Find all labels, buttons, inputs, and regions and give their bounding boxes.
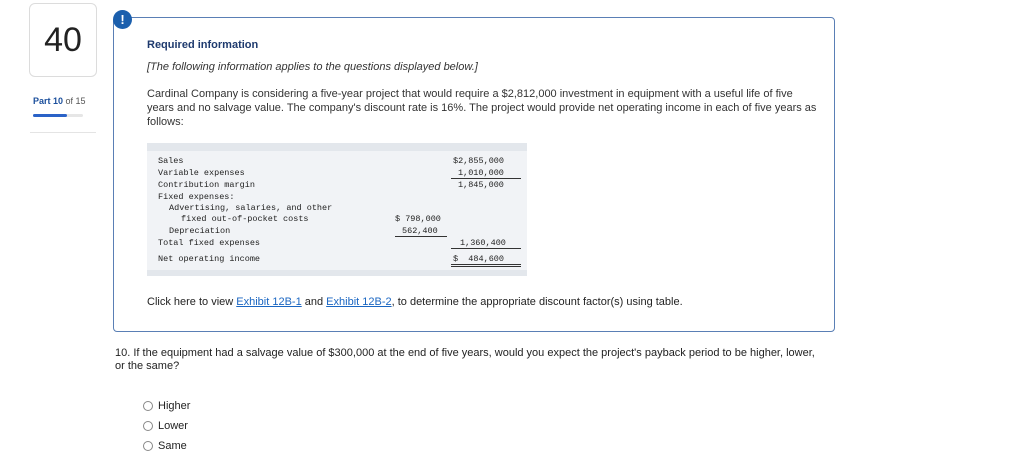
row-label-fixed-oop: fixed out-of-pocket costs (181, 214, 309, 224)
option-higher[interactable] (143, 400, 190, 412)
row-value-fixed-oop: $ 798,000 (395, 214, 441, 224)
question-number-box (29, 3, 97, 77)
double-underline-bottom (451, 266, 521, 267)
part-progress-bar (33, 114, 83, 117)
statement-top-bar (147, 143, 527, 151)
income-statement-table (147, 143, 527, 276)
problem-description: Cardinal Company is considering a five-year project that would require a $2,812,000 investment in equipment with a useful life of five years and no salvage value. The company's discount rate is 16%. The project would provide net operating income in each of five years as follows: (147, 88, 817, 128)
exclamation-icon: ! (113, 10, 132, 29)
statement-bottom-bar (147, 270, 527, 276)
option-lower[interactable] (143, 420, 188, 432)
exhibit-prefix: Click here to view (147, 296, 237, 308)
required-info-title: Required information (147, 39, 259, 51)
radio-button-same[interactable] (143, 441, 153, 451)
row-value-sales: $2,855,000 (453, 156, 505, 166)
underline-depreciation (395, 236, 447, 237)
option-same[interactable] (143, 440, 187, 452)
part-of: of 15 (63, 96, 86, 106)
row-value-total-fixed: 1,360,400 (460, 238, 506, 248)
exhibit-12b-2-link[interactable]: Exhibit 12B-2 (326, 296, 392, 308)
question-text: 10. If the equipment had a salvage value of $300,000 at the end of five years, would you expect the project's payback period to be higher, lower, or the same? (115, 347, 815, 372)
applies-note: [The following information applies to the questions displayed below.] (147, 61, 478, 73)
double-underline-top (451, 264, 521, 265)
row-label-net-operating-income: Net operating income (158, 254, 261, 264)
row-value-net-operating-income: $ 484,600 (453, 254, 505, 264)
part-label: Part 10 (33, 96, 64, 106)
row-value-variable-expenses: 1,010,000 (458, 168, 504, 178)
option-label-lower: Lower (158, 420, 188, 432)
radio-button-lower[interactable] (143, 421, 153, 431)
row-label-fixed-expenses: Fixed expenses: (158, 192, 235, 202)
row-label-advertising: Advertising, salaries, and other (169, 203, 333, 213)
option-label-same: Same (158, 440, 187, 452)
part-indicator (33, 96, 86, 106)
sidebar-divider (30, 132, 96, 133)
underline-total-fixed (451, 248, 521, 249)
row-value-contribution-margin: 1,845,000 (458, 180, 504, 190)
row-label-variable-expenses: Variable expenses (158, 168, 245, 178)
exhibit-12b-1-link[interactable]: Exhibit 12B-1 (236, 296, 302, 308)
exhibit-middle: and (301, 296, 327, 308)
row-value-depreciation: 562,400 (402, 226, 438, 236)
row-label-total-fixed: Total fixed expenses (158, 238, 261, 248)
row-label-contribution-margin: Contribution margin (158, 180, 255, 190)
row-label-sales: Sales (158, 156, 184, 166)
radio-button-higher[interactable] (143, 401, 153, 411)
option-label-higher: Higher (158, 400, 191, 412)
underline-variable (451, 178, 521, 179)
question-number: 40 (44, 20, 82, 59)
part-progress-fill (33, 114, 67, 117)
exhibit-suffix: , to determine the appropriate discount factor(s) using table. (391, 296, 683, 308)
exhibit-instructions (147, 296, 683, 308)
row-label-depreciation: Depreciation (169, 226, 231, 236)
